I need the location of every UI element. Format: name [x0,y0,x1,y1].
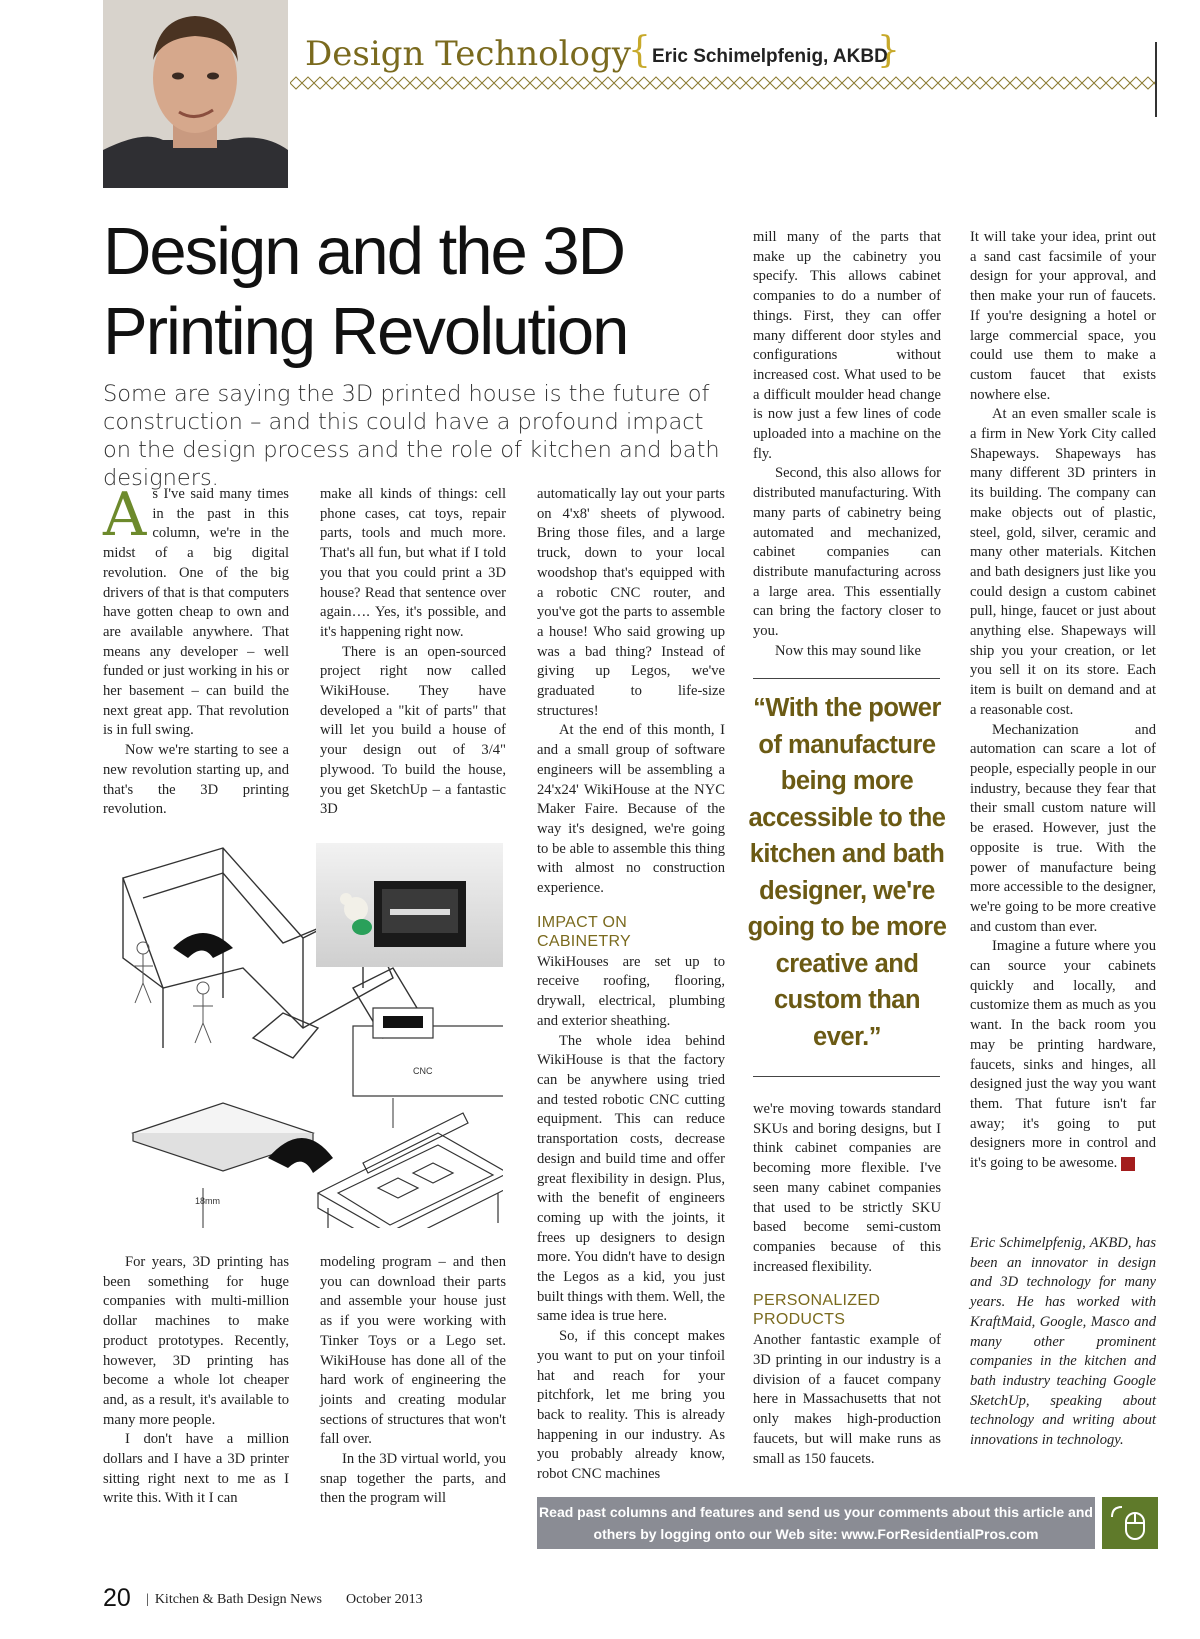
paragraph: In the 3D virtual world, you snap together the parts, and then the program will [320,1451,506,1507]
decorative-border [290,76,1156,90]
paragraph: we're moving towards standard SKUs and boring designs, but I think cabinet companies are becoming more flexible. I've seen many cabinet companies that used to be strictly SKU based become semi-custom companies because of this increased flexibility. [753,1101,941,1275]
column-2 [320,485,506,820]
column-2-lower [320,1253,506,1509]
paragraph: make all kinds of things: cell phone cases, cat toys, repair parts, tools and much more. That's all fun, but what if I told you that you could print a 3D house? Read that sentence over again…. Yes, it's possible, and it's happening right now. [320,486,506,640]
thickness-label: 18mm [195,1196,221,1206]
paragraph: Second, this also allows for distributed manufacturing. With many parts of cabinetry being automated and mechanized, cabinet companies can distribute manufacturing across a large area. This essentially can bring the factory closer to you. [753,465,941,640]
paragraph: I don't have a million dollars and I have a 3D printer sitting right next to me as I write this. With it I can [103,1431,289,1507]
paragraph: modeling program – and then you can download their parts and assemble your house just as if you were working with Tinker Toys or a Lego set. WikiHouse has done all of the hard work of engineering the joints and creating modular sections of structures that won't fall over. [320,1254,506,1448]
mouse-icon[interactable] [1102,1497,1158,1549]
paragraph: Now this may sound like [775,642,921,659]
section-title: Design Technology [305,34,631,74]
paragraph: automatically lay out your parts on 4'x8' sheets of plywood. Bring those files, and a large truck, down to your local woodshop that's equipped with a robotic CNC router, and you've got the parts to assemble a house! Who said growing up was a bad thing? Instead of giving up Legos, we've graduated to life-size structures! [537,486,725,719]
paragraph: At an even smaller scale is a firm in New York City called Shapeways. Shapeways has many different 3D printers in its building. The company can make objects out of plastic, steel, gold, silver, ceramic and many other materials. Kitchen and bath designers just like you could design a custom cabinet pull, hinge, faucet or just about anything else. Shapeways will ship you your creation, or let you sell it on its store. Each item is built on demand and at a reasonable cost. [970,406,1156,718]
paragraph: At the end of this month, I and a small group of software engineers will be assembling a 24'x24' WikiHouse at the NYC Maker Faire. Because of the way it's designed, we're going to be able to assemble this thing with almost no construction experience. [537,722,725,897]
end-mark-icon: KBDN [1121,1157,1135,1171]
paragraph: There is an open-sourced project right now called WikiHouse. They have developed a "kit of parts" that will let you build a house of your design out of 3/4" plywood. To build the house, you get SketchUp – a fantastic 3D [320,643,506,818]
author-byline: Eric Schimelpfenig, AKBD [652,46,888,67]
author-photo [103,0,288,188]
article-subhead: Some are saying the 3D printed house is the future of construction – and this could have a profound impact on the design process and the role of kitchen and bath designers. [103,381,720,491]
separator: | [146,1592,149,1607]
3d-printer-photo [316,843,503,967]
column-3 [537,485,725,1485]
cnc-label: CNC [413,1066,433,1076]
pull-quote: “With the power of manufacture being more accessible to the kitchen and bath designer, we're going to be more creative and custom than ever.” [747,694,947,1051]
paragraph: mill many of the parts that make up the cabinetry you specify. This allows cabinet companies to do a number of things. First, they can offer many different door styles and configurations without increased cost. What used to be a difficult moulder head change is now just a few lines of code uploaded into a machine on the fly. [753,229,941,462]
paragraph: Now we're starting to see a new revolution starting up, and that's the 3D printing revolution. [103,742,289,818]
paragraph: Mechanization and automation can scare a lot of people, especially people in our industry, because they fear that their small custom nature will be erased. However, just the opposite is true. With the power of manufacture being more accessible to the designer, we're going to be more creative and custom than ever. [970,721,1156,935]
publication-name: Kitchen & Bath Design News [154,1592,323,1607]
paragraph: So, if this concept makes you want to put on your tinfoil hat and reach for your pitchfork, let me bring you back to reality. This is already happening in our industry. As you probably already know, robot CNC machines [537,1328,725,1483]
section-subhead: PERSONALIZED PRODUCTS [753,1292,881,1329]
section-subhead: IMPACT ON CABINETRY [537,913,631,950]
website-promo-banner[interactable]: Read past columns and features and send us your comments about this article and others by logging onto our Web site: www.ForResidentialPros.com [537,1497,1095,1549]
paragraph: Another fantastic example of 3D printing in our industry is a division of a faucet company here in Massachusetts that not only makes high-production faucets, but will make runs as small as 150 faucets. [753,1332,941,1467]
paragraph: For years, 3D printing has been something for huge companies with multi-million dollar machines to make product prototypes. Recently, however, 3D printing has become a whole lot cheaper and, as a result, it's available to many more people. [103,1254,289,1428]
paragraph: The whole idea behind WikiHouse is that the factory can be anywhere using tried and tested robotic CNC cutting equipment. This can reduce transportation costs, decrease design and build time and offer great flexibility in design. Plus, with the benefit of engineers coming up with the joints, it frees up designers to design more. You didn't have to design the Legos as a kid, you just built things with them. Well, the same idea is true here. [537,1032,725,1325]
header-rule [1155,42,1157,117]
brace-left: { [628,30,651,71]
column-1-lower [103,1253,289,1509]
3d-printer-graphic [316,843,503,967]
paragraph: s I've said many times in the past in this column, we're in the midst of a big digital revolution. One of the big drivers of that is that computers have gotten cheap to own and are available anywhere. That means any developer – well funded or just working in his or her basement – can build the next great app. That revolution is in full swing. [103,486,289,739]
page-number: 20 [103,1584,131,1612]
article-headline: Design and the 3D Printing Revolution [103,214,628,369]
paragraph: It will take your idea, print out a sand cast facsimile of your design for your approval, and then make your run of faucets. If you're designing a hotel or large commercial space, you could use them to make a custom faucet that exists nowhere else. [970,229,1156,403]
column-5 [970,228,1163,1174]
paragraph: Imagine a future where you can source your cabinets quickly and locally, and customize them as much as you want. In the back room you may be printing hardware, faucets, sinks and hinges, all designed just the way you want them. That future isn't far away; it's going to put designers more in control and it's going to be awesome. [970,938,1156,1172]
author-portrait [103,0,288,188]
pullquote-rule-top [753,678,940,679]
drop-cap: A [103,480,147,550]
column-4-bottom [753,1100,941,1469]
brace-right: } [877,30,900,71]
paragraph: WikiHouses are set up to receive roofing, flooring, drywall, electrical, plumbing and exterior sheathing. [537,953,725,1029]
publication-info [140,1592,423,1608]
issue-date: October 2013 [346,1592,423,1607]
column-4-top [753,228,941,661]
pullquote-rule-bottom [753,1076,940,1077]
column-1 [103,480,289,820]
author-bio: Eric Schimelpfenig, AKBD, has been an innovator in design and 3D technology for many years. He has worked with KraftMaid, Google, Masco and many other prominent companies in the kitchen and bath industry teaching Google SketchUp, speaking about technology and writing about innovations in technology. [970,1235,1156,1449]
